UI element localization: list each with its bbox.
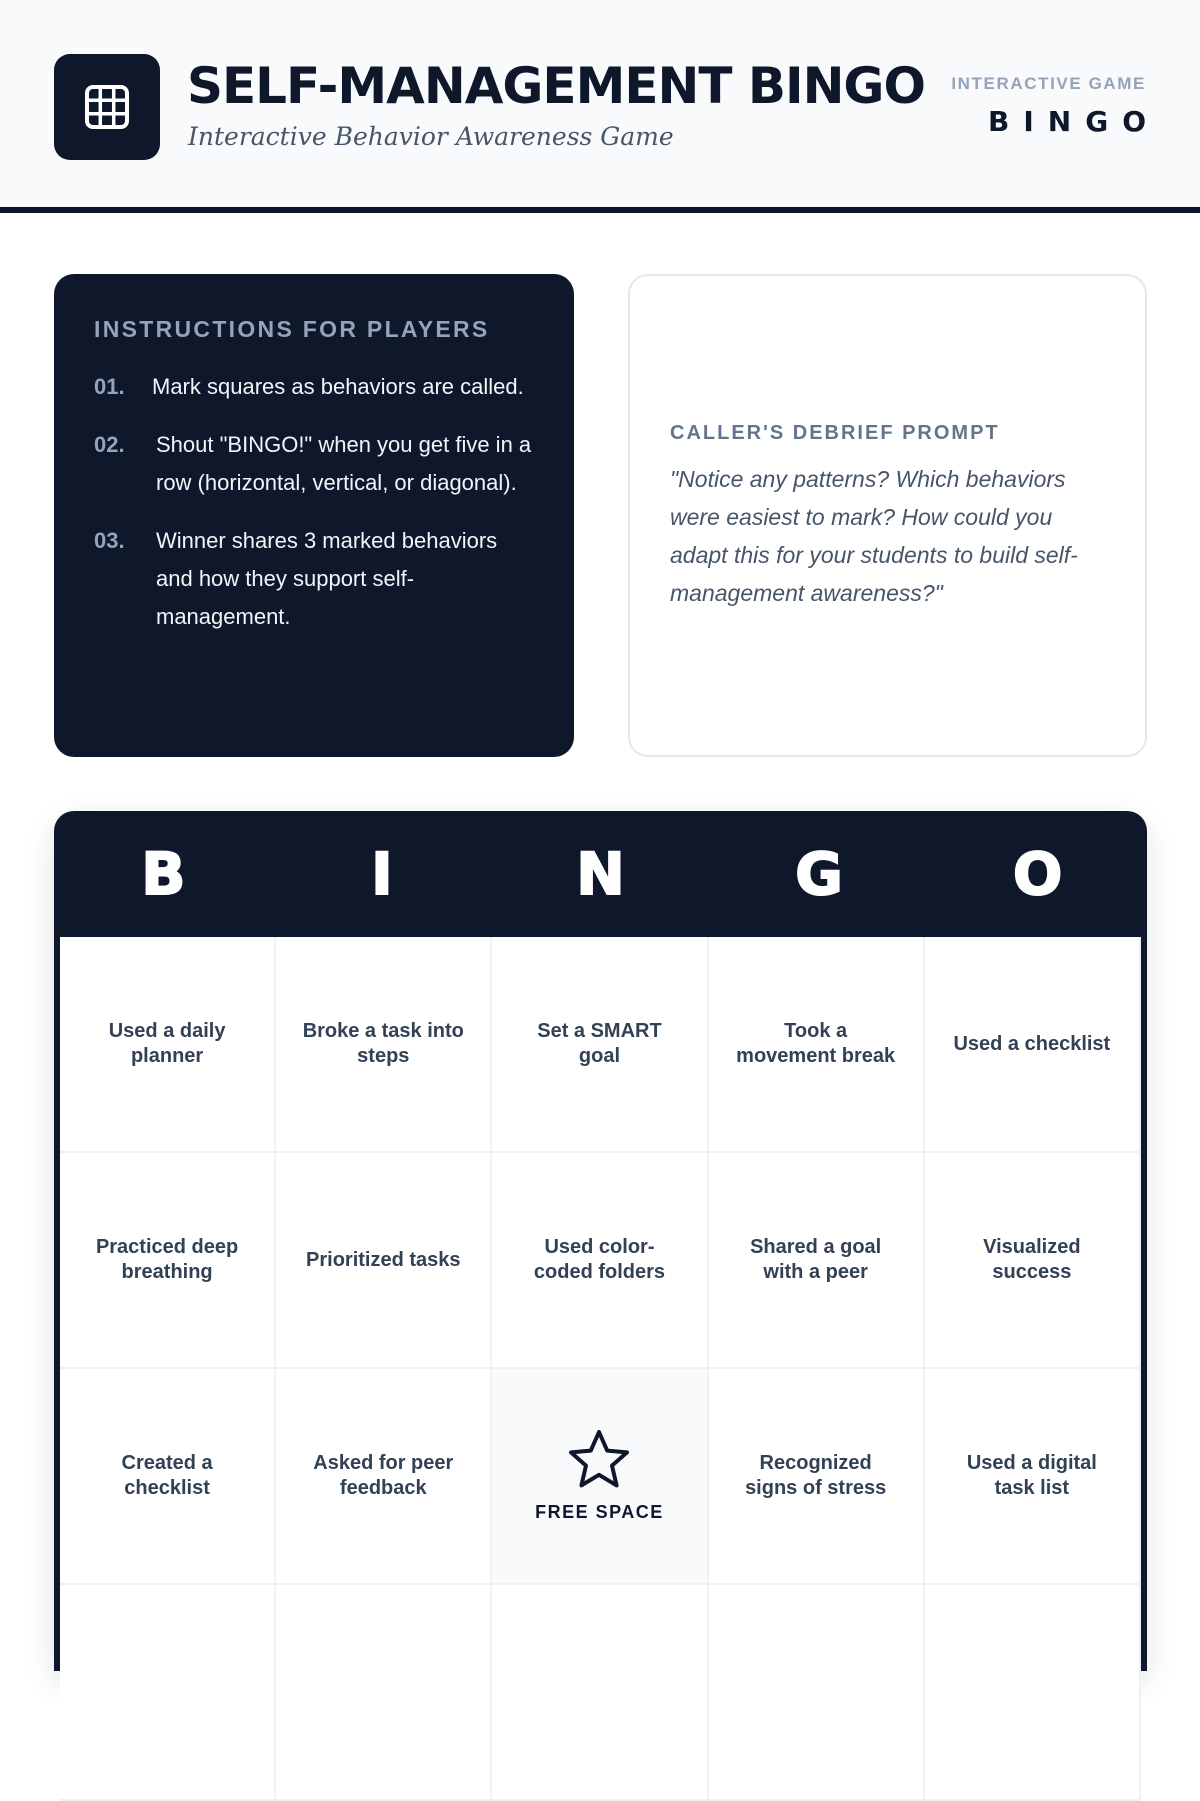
instruction-step [94, 368, 534, 406]
bingo-square[interactable]: Recognized signs of stress [709, 1369, 925, 1585]
bingo-letter-g: G [795, 840, 843, 908]
step-text: Winner shares 3 marked behaviors and how they support self-management. [156, 528, 498, 629]
bingo-square[interactable]: Used a checklist [925, 937, 1141, 1153]
bingo-letter-o: O [1013, 840, 1063, 908]
badge-word: BINGO [988, 105, 1160, 138]
instruction-step [94, 426, 534, 502]
game-badge [951, 72, 1160, 140]
debrief-card [628, 274, 1147, 757]
page-title: SELF-MANAGEMENT BINGO [187, 57, 925, 115]
free-space-label: FREE SPACE [535, 1501, 664, 1522]
bingo-square[interactable]: Practiced deep breathing [60, 1153, 276, 1369]
bingo-square[interactable] [276, 1585, 492, 1801]
badge-label: INTERACTIVE GAME [951, 74, 1146, 93]
bingo-grid [60, 937, 1141, 1801]
bingo-square[interactable] [60, 1585, 276, 1801]
bingo-square[interactable]: Created a checklist [60, 1369, 276, 1585]
bingo-square[interactable]: Set a SMART goal [492, 937, 708, 1153]
bingo-square[interactable] [492, 1585, 708, 1801]
bingo-header-row [54, 811, 1147, 937]
instructions-heading: INSTRUCTIONS FOR PLAYERS [94, 316, 490, 342]
bingo-square[interactable]: Asked for peer feedback [276, 1369, 492, 1585]
bingo-letter-b: B [141, 840, 186, 908]
bingo-square[interactable]: Used color-coded folders [492, 1153, 708, 1369]
bingo-square[interactable] [925, 1585, 1141, 1801]
bingo-square[interactable] [709, 1585, 925, 1801]
debrief-text: "Notice any patterns? Which behaviors were easiest to mark? How could you adapt this for your students to build self-management awareness?" [670, 465, 1078, 606]
step-number: 01. [94, 374, 125, 399]
bingo-letter-i: I [371, 840, 393, 908]
bingo-letter-n: N [576, 840, 625, 908]
instructions-card [54, 274, 574, 757]
debrief-heading: CALLER'S DEBRIEF PROMPT [670, 421, 1000, 444]
bingo-board [54, 811, 1147, 1671]
bingo-square[interactable]: Shared a goal with a peer [709, 1153, 925, 1369]
grid-icon [84, 84, 130, 130]
step-number: 02. [94, 432, 125, 457]
free-space-square[interactable] [492, 1369, 708, 1585]
bingo-square[interactable]: Broke a task into steps [276, 937, 492, 1153]
page-subtitle: Interactive Behavior Awareness Game [188, 122, 674, 151]
star-icon [567, 1428, 631, 1490]
bingo-square[interactable]: Visualized success [925, 1153, 1141, 1369]
instruction-step [94, 522, 534, 636]
page-header [0, 0, 1200, 213]
step-text: Mark squares as behaviors are called. [152, 374, 524, 399]
bingo-square[interactable]: Prioritized tasks [276, 1153, 492, 1369]
bingo-square[interactable]: Used a digital task list [925, 1369, 1141, 1585]
step-text: Shout "BINGO!" when you get five in a row (horizontal, vertical, or diagonal). [156, 432, 532, 495]
logo [54, 54, 160, 160]
bingo-square[interactable]: Took a movement break [709, 937, 925, 1153]
bingo-square[interactable]: Used a daily planner [60, 937, 276, 1153]
step-number: 03. [94, 528, 125, 553]
